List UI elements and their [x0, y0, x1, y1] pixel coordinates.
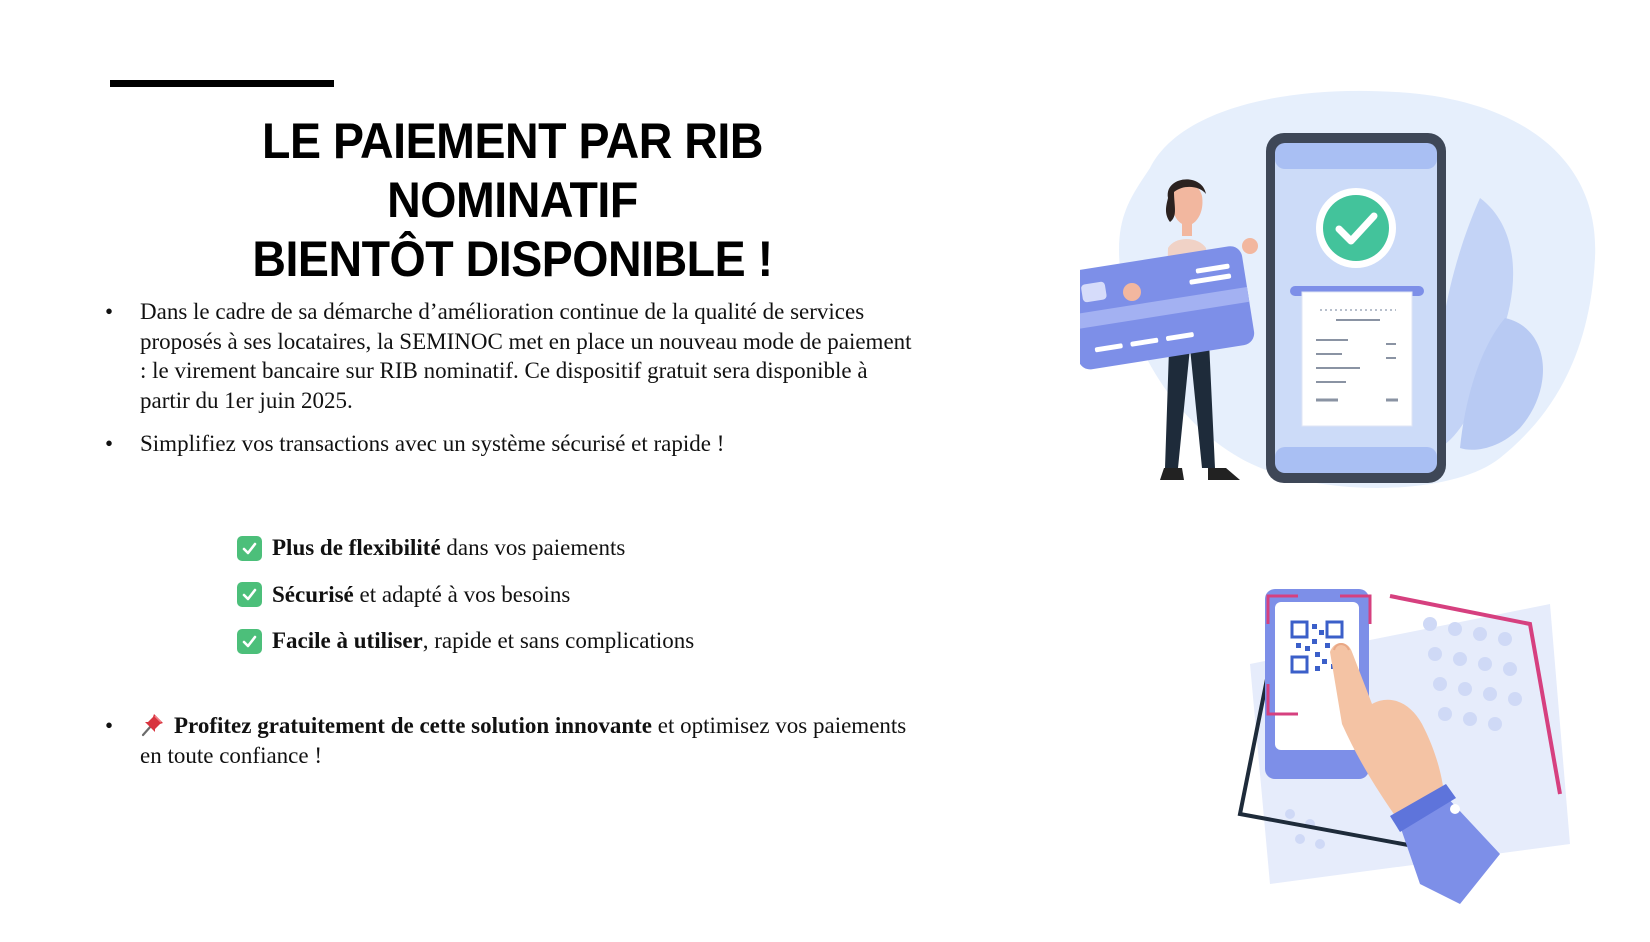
- intro-text: Dans le cadre de sa démarche d’amélioration continue de la qualité de services proposés à ses locataires, la SEMINOC met en place un nouveau mode de paiement : le virement bancaire sur RIB nominatif. Ce dispositif gratuit sera disponible à partir du 1er juin 2025.: [140, 299, 912, 413]
- check-mark-box-icon: [237, 629, 262, 654]
- benefit-bold: Plus de flexibilité: [272, 535, 441, 561]
- bullet-marker: •: [105, 431, 114, 456]
- tagline-text: Simplifiez vos transactions avec un système sécurisé et rapide !: [140, 431, 725, 456]
- title-line-2: BIENTÔT DISPONIBLE !: [252, 231, 773, 287]
- benefit-item: [237, 525, 694, 572]
- benefits-list: [237, 525, 694, 665]
- closing-bold: Profitez gratuitement de cette solution innovante: [174, 713, 653, 738]
- check-mark-box-icon: [237, 536, 262, 561]
- check-mark-box-icon: [237, 582, 262, 607]
- benefit-bold: Facile à utiliser: [272, 628, 423, 654]
- benefit-bold: Sécurisé: [272, 581, 354, 607]
- qr-code-scan-illustration: [1230, 584, 1610, 914]
- bullet-intro: [105, 297, 915, 415]
- closing-rest: et optimisez vos paiements en toute confiance !: [140, 713, 907, 768]
- bullet-tagline: [105, 429, 915, 459]
- benefit-item: [237, 572, 694, 619]
- slide-title: [138, 112, 887, 289]
- benefit-rest: et adapté à vos besoins: [353, 581, 571, 607]
- title-accent-bar: [110, 80, 334, 87]
- pushpin-icon: [140, 711, 166, 737]
- benefit-rest: , rapide et sans complications: [422, 628, 695, 654]
- benefit-item: [237, 618, 694, 665]
- bullet-marker: •: [105, 299, 114, 324]
- phone-payment-illustration: [1080, 88, 1600, 528]
- bullet-closing: [105, 711, 915, 770]
- title-line-1: LE PAIEMENT PAR RIB NOMINATIF: [262, 113, 763, 228]
- benefit-rest: dans vos paiements: [440, 535, 626, 561]
- bullet-marker: •: [105, 713, 114, 738]
